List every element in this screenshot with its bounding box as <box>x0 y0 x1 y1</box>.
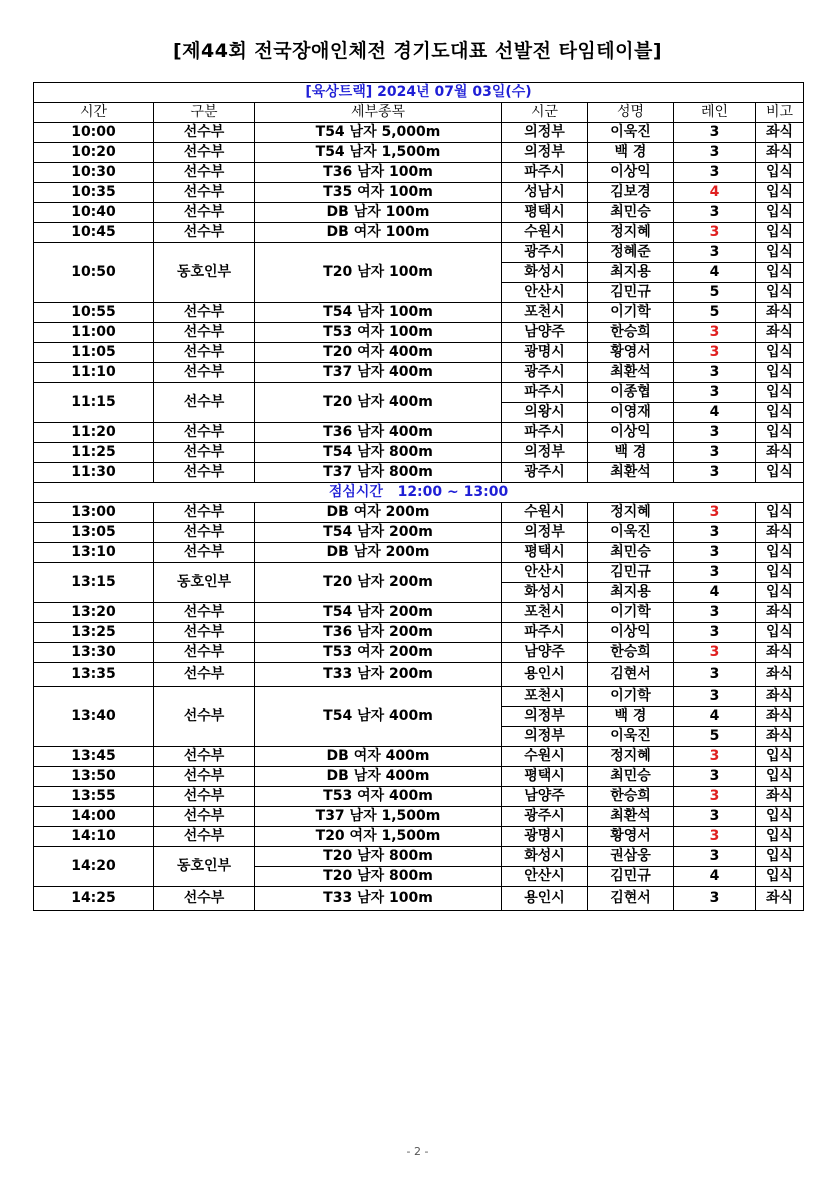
city-cell: 남양주 <box>502 787 588 807</box>
table-row <box>34 343 804 363</box>
note-cell: 입식 <box>756 463 804 483</box>
note-cell: 입식 <box>756 163 804 183</box>
lane-cell: 3 <box>674 323 756 343</box>
header-note: 비고 <box>756 103 804 123</box>
event-cell: T54 남자 800m <box>255 443 502 463</box>
time-cell: 10:50 <box>34 243 154 303</box>
name-cell: 이영재 <box>588 403 674 423</box>
city-cell: 광명시 <box>502 827 588 847</box>
city-cell: 용인시 <box>502 887 588 911</box>
division-cell: 선수부 <box>154 323 255 343</box>
division-cell: 선수부 <box>154 643 255 663</box>
note-cell: 좌식 <box>756 687 804 707</box>
name-cell: 백 경 <box>588 707 674 727</box>
time-cell: 11:20 <box>34 423 154 443</box>
event-cell: DB 여자 100m <box>255 223 502 243</box>
note-cell: 좌식 <box>756 143 804 163</box>
lane-cell: 4 <box>674 183 756 203</box>
note-cell: 입식 <box>756 403 804 423</box>
name-cell: 한승희 <box>588 643 674 663</box>
table-row <box>34 887 804 911</box>
event-cell: T54 남자 100m <box>255 303 502 323</box>
date-banner-row <box>34 83 804 103</box>
name-cell: 백 경 <box>588 443 674 463</box>
lane-cell: 5 <box>674 303 756 323</box>
name-cell: 김민규 <box>588 563 674 583</box>
event-cell: T20 남자 200m <box>255 563 502 603</box>
note-cell: 입식 <box>756 583 804 603</box>
division-cell: 선수부 <box>154 443 255 463</box>
event-cell: T33 남자 100m <box>255 887 502 911</box>
city-cell: 의정부 <box>502 143 588 163</box>
lane-cell: 3 <box>674 343 756 363</box>
note-cell: 입식 <box>756 183 804 203</box>
division-cell: 선수부 <box>154 687 255 747</box>
time-cell: 14:10 <box>34 827 154 847</box>
time-cell: 13:30 <box>34 643 154 663</box>
division-cell: 선수부 <box>154 787 255 807</box>
time-cell: 10:55 <box>34 303 154 323</box>
event-cell: T53 여자 400m <box>255 787 502 807</box>
note-cell: 좌식 <box>756 303 804 323</box>
lane-cell: 4 <box>674 263 756 283</box>
time-cell: 13:35 <box>34 663 154 687</box>
lane-cell: 3 <box>674 503 756 523</box>
name-cell: 이상익 <box>588 163 674 183</box>
table-row <box>34 323 804 343</box>
time-cell: 13:10 <box>34 543 154 563</box>
city-cell: 평택시 <box>502 767 588 787</box>
city-cell: 남양주 <box>502 323 588 343</box>
note-cell: 입식 <box>756 807 804 827</box>
city-cell: 안산시 <box>502 283 588 303</box>
time-cell: 10:20 <box>34 143 154 163</box>
lane-cell: 3 <box>674 563 756 583</box>
city-cell: 의정부 <box>502 707 588 727</box>
event-cell: T54 남자 5,000m <box>255 123 502 143</box>
lane-cell: 3 <box>674 543 756 563</box>
lane-cell: 3 <box>674 383 756 403</box>
lane-cell: 3 <box>674 623 756 643</box>
event-cell: T36 남자 400m <box>255 423 502 443</box>
event-cell: T54 남자 1,500m <box>255 143 502 163</box>
table-row <box>34 827 804 847</box>
lane-cell: 3 <box>674 787 756 807</box>
name-cell: 백 경 <box>588 143 674 163</box>
city-cell: 안산시 <box>502 867 588 887</box>
time-cell: 10:40 <box>34 203 154 223</box>
division-cell: 선수부 <box>154 123 255 143</box>
division-cell: 동호인부 <box>154 847 255 887</box>
note-cell: 입식 <box>756 283 804 303</box>
time-cell: 14:20 <box>34 847 154 887</box>
name-cell: 최지용 <box>588 583 674 603</box>
table-row <box>34 223 804 243</box>
division-cell: 선수부 <box>154 623 255 643</box>
city-cell: 포천시 <box>502 603 588 623</box>
division-cell: 선수부 <box>154 223 255 243</box>
note-cell: 입식 <box>756 563 804 583</box>
lane-cell: 3 <box>674 163 756 183</box>
lane-cell: 3 <box>674 463 756 483</box>
name-cell: 김민규 <box>588 283 674 303</box>
lane-cell: 4 <box>674 403 756 423</box>
document-title: [제44회 전국장애인체전 경기도대표 선발전 타임테이블] <box>172 40 663 62</box>
division-cell: 선수부 <box>154 807 255 827</box>
lane-cell: 3 <box>674 223 756 243</box>
division-cell: 선수부 <box>154 663 255 687</box>
table-row <box>34 303 804 323</box>
note-cell: 입식 <box>756 847 804 867</box>
city-cell: 평택시 <box>502 203 588 223</box>
time-cell: 10:45 <box>34 223 154 243</box>
city-cell: 광주시 <box>502 807 588 827</box>
event-cell: T20 남자 400m <box>255 383 502 423</box>
name-cell: 이욱진 <box>588 123 674 143</box>
name-cell: 최환석 <box>588 363 674 383</box>
name-cell: 권삼웅 <box>588 847 674 867</box>
name-cell: 정지혜 <box>588 223 674 243</box>
note-cell: 입식 <box>756 423 804 443</box>
lane-cell: 3 <box>674 687 756 707</box>
city-cell: 의왕시 <box>502 403 588 423</box>
city-cell: 포천시 <box>502 687 588 707</box>
name-cell: 최민승 <box>588 203 674 223</box>
table-row <box>34 363 804 383</box>
header-name: 성명 <box>588 103 674 123</box>
time-cell: 11:30 <box>34 463 154 483</box>
header-lane: 레인 <box>674 103 756 123</box>
time-cell: 10:00 <box>34 123 154 143</box>
time-cell: 14:00 <box>34 807 154 827</box>
note-cell: 입식 <box>756 343 804 363</box>
time-cell: 14:25 <box>34 887 154 911</box>
table-row <box>34 243 804 263</box>
lane-cell: 3 <box>674 203 756 223</box>
note-cell: 좌식 <box>756 443 804 463</box>
city-cell: 의정부 <box>502 727 588 747</box>
division-cell: 선수부 <box>154 503 255 523</box>
event-cell: T37 남자 1,500m <box>255 807 502 827</box>
lane-cell: 3 <box>674 363 756 383</box>
name-cell: 이상익 <box>588 423 674 443</box>
time-cell: 13:55 <box>34 787 154 807</box>
time-cell: 13:20 <box>34 603 154 623</box>
city-cell: 안산시 <box>502 563 588 583</box>
table-row <box>34 463 804 483</box>
table-row <box>34 523 804 543</box>
city-cell: 광주시 <box>502 363 588 383</box>
division-cell: 동호인부 <box>154 563 255 603</box>
lane-cell: 3 <box>674 423 756 443</box>
table-row <box>34 747 804 767</box>
name-cell: 이욱진 <box>588 523 674 543</box>
event-cell: T20 여자 1,500m <box>255 827 502 847</box>
table-row <box>34 543 804 563</box>
note-cell: 좌식 <box>756 707 804 727</box>
division-cell: 선수부 <box>154 767 255 787</box>
division-cell: 선수부 <box>154 747 255 767</box>
header-division: 구분 <box>154 103 255 123</box>
event-cell: T54 남자 200m <box>255 603 502 623</box>
note-cell: 입식 <box>756 503 804 523</box>
event-cell: DB 남자 200m <box>255 543 502 563</box>
table-row <box>34 603 804 623</box>
time-cell: 13:40 <box>34 687 154 747</box>
name-cell: 김현서 <box>588 663 674 687</box>
time-cell: 13:05 <box>34 523 154 543</box>
lane-cell: 4 <box>674 867 756 887</box>
city-cell: 의정부 <box>502 443 588 463</box>
name-cell: 정지혜 <box>588 503 674 523</box>
name-cell: 이기학 <box>588 603 674 623</box>
lane-cell: 3 <box>674 443 756 463</box>
note-cell: 입식 <box>756 623 804 643</box>
time-cell: 13:25 <box>34 623 154 643</box>
name-cell: 이상익 <box>588 623 674 643</box>
time-cell: 11:00 <box>34 323 154 343</box>
lane-cell: 3 <box>674 663 756 687</box>
note-cell: 입식 <box>756 767 804 787</box>
event-cell: T53 여자 200m <box>255 643 502 663</box>
event-cell: T20 여자 400m <box>255 343 502 363</box>
name-cell: 이종협 <box>588 383 674 403</box>
table-row <box>34 203 804 223</box>
name-cell: 김보경 <box>588 183 674 203</box>
city-cell: 평택시 <box>502 543 588 563</box>
note-cell: 입식 <box>756 543 804 563</box>
table-row <box>34 383 804 403</box>
name-cell: 최환석 <box>588 807 674 827</box>
header-event: 세부종목 <box>255 103 502 123</box>
city-cell: 수원시 <box>502 503 588 523</box>
timetable <box>33 82 804 911</box>
name-cell: 이기학 <box>588 687 674 707</box>
city-cell: 수원시 <box>502 747 588 767</box>
name-cell: 최민승 <box>588 767 674 787</box>
event-cell: T20 남자 800m <box>255 867 502 887</box>
lane-cell: 3 <box>674 643 756 663</box>
event-cell: T36 남자 100m <box>255 163 502 183</box>
note-cell: 좌식 <box>756 323 804 343</box>
note-cell: 좌식 <box>756 523 804 543</box>
note-cell: 입식 <box>756 867 804 887</box>
division-cell: 선수부 <box>154 183 255 203</box>
division-cell: 선수부 <box>154 383 255 423</box>
name-cell: 황영서 <box>588 827 674 847</box>
event-cell: T54 남자 400m <box>255 687 502 747</box>
city-cell: 화성시 <box>502 847 588 867</box>
table-row <box>34 183 804 203</box>
time-cell: 13:45 <box>34 747 154 767</box>
city-cell: 의정부 <box>502 123 588 143</box>
name-cell: 황영서 <box>588 343 674 363</box>
lane-cell: 3 <box>674 767 756 787</box>
lunch-break-row <box>34 483 804 503</box>
name-cell: 김현서 <box>588 887 674 911</box>
event-cell: DB 여자 400m <box>255 747 502 767</box>
table-row <box>34 123 804 143</box>
note-cell: 입식 <box>756 263 804 283</box>
city-cell: 용인시 <box>502 663 588 687</box>
lane-cell: 3 <box>674 887 756 911</box>
header-row <box>34 103 804 123</box>
lunch-break-label: 점심시간 12:00 ~ 13:00 <box>34 483 804 503</box>
division-cell: 선수부 <box>154 523 255 543</box>
city-cell: 포천시 <box>502 303 588 323</box>
city-cell: 성남시 <box>502 183 588 203</box>
name-cell: 정지혜 <box>588 747 674 767</box>
division-cell: 선수부 <box>154 423 255 443</box>
city-cell: 의정부 <box>502 523 588 543</box>
name-cell: 정혜준 <box>588 243 674 263</box>
note-cell: 좌식 <box>756 663 804 687</box>
division-cell: 선수부 <box>154 143 255 163</box>
note-cell: 좌식 <box>756 787 804 807</box>
note-cell: 좌식 <box>756 643 804 663</box>
city-cell: 수원시 <box>502 223 588 243</box>
lane-cell: 5 <box>674 283 756 303</box>
name-cell: 최지용 <box>588 263 674 283</box>
division-cell: 선수부 <box>154 163 255 183</box>
note-cell: 입식 <box>756 747 804 767</box>
note-cell: 좌식 <box>756 603 804 623</box>
table-row <box>34 423 804 443</box>
lane-cell: 3 <box>674 807 756 827</box>
page-number: - 2 - <box>406 1145 429 1158</box>
table-row <box>34 767 804 787</box>
name-cell: 이욱진 <box>588 727 674 747</box>
division-cell: 선수부 <box>154 463 255 483</box>
city-cell: 광명시 <box>502 343 588 363</box>
division-cell: 선수부 <box>154 543 255 563</box>
event-cell: T37 남자 800m <box>255 463 502 483</box>
table-row <box>34 143 804 163</box>
table-row <box>34 623 804 643</box>
division-cell: 선수부 <box>154 303 255 323</box>
name-cell: 최민승 <box>588 543 674 563</box>
lane-cell: 3 <box>674 123 756 143</box>
lane-cell: 5 <box>674 727 756 747</box>
event-cell: DB 남자 100m <box>255 203 502 223</box>
time-cell: 11:05 <box>34 343 154 363</box>
time-cell: 13:15 <box>34 563 154 603</box>
note-cell: 입식 <box>756 223 804 243</box>
city-cell: 파주시 <box>502 163 588 183</box>
note-cell: 입식 <box>756 383 804 403</box>
table-row <box>34 807 804 827</box>
event-cell: T37 남자 400m <box>255 363 502 383</box>
time-cell: 13:00 <box>34 503 154 523</box>
table-row <box>34 847 804 867</box>
note-cell: 입식 <box>756 203 804 223</box>
name-cell: 이기학 <box>588 303 674 323</box>
event-cell: T53 여자 100m <box>255 323 502 343</box>
lane-cell: 3 <box>674 603 756 623</box>
name-cell: 한승희 <box>588 323 674 343</box>
event-cell: T36 남자 200m <box>255 623 502 643</box>
date-banner: [육상트랙] 2024년 07월 03일(수) <box>34 83 804 103</box>
division-cell: 선수부 <box>154 827 255 847</box>
lane-cell: 4 <box>674 707 756 727</box>
event-cell: T20 남자 100m <box>255 243 502 303</box>
time-cell: 10:35 <box>34 183 154 203</box>
name-cell: 한승희 <box>588 787 674 807</box>
table-row <box>34 443 804 463</box>
event-cell: DB 여자 200m <box>255 503 502 523</box>
lane-cell: 3 <box>674 847 756 867</box>
event-cell: T20 남자 800m <box>255 847 502 867</box>
event-cell: T35 여자 100m <box>255 183 502 203</box>
note-cell: 좌식 <box>756 123 804 143</box>
time-cell: 13:50 <box>34 767 154 787</box>
note-cell: 좌식 <box>756 727 804 747</box>
name-cell: 최환석 <box>588 463 674 483</box>
note-cell: 입식 <box>756 827 804 847</box>
city-cell: 파주시 <box>502 623 588 643</box>
table-row <box>34 503 804 523</box>
division-cell: 선수부 <box>154 887 255 911</box>
division-cell: 선수부 <box>154 343 255 363</box>
lane-cell: 3 <box>674 747 756 767</box>
note-cell: 좌식 <box>756 887 804 911</box>
time-cell: 10:30 <box>34 163 154 183</box>
division-cell: 선수부 <box>154 603 255 623</box>
name-cell: 김민규 <box>588 867 674 887</box>
event-cell: T54 남자 200m <box>255 523 502 543</box>
table-row <box>34 163 804 183</box>
time-cell: 11:25 <box>34 443 154 463</box>
table-row <box>34 787 804 807</box>
division-cell: 선수부 <box>154 203 255 223</box>
event-cell: T33 남자 200m <box>255 663 502 687</box>
note-cell: 입식 <box>756 243 804 263</box>
city-cell: 파주시 <box>502 423 588 443</box>
table-row <box>34 687 804 707</box>
header-city: 시군 <box>502 103 588 123</box>
city-cell: 남양주 <box>502 643 588 663</box>
lane-cell: 3 <box>674 827 756 847</box>
city-cell: 광주시 <box>502 243 588 263</box>
table-row <box>34 643 804 663</box>
city-cell: 파주시 <box>502 383 588 403</box>
table-row <box>34 663 804 687</box>
division-cell: 동호인부 <box>154 243 255 303</box>
city-cell: 화성시 <box>502 263 588 283</box>
header-time: 시간 <box>34 103 154 123</box>
city-cell: 광주시 <box>502 463 588 483</box>
lane-cell: 3 <box>674 243 756 263</box>
division-cell: 선수부 <box>154 363 255 383</box>
time-cell: 11:10 <box>34 363 154 383</box>
lane-cell: 3 <box>674 143 756 163</box>
lane-cell: 3 <box>674 523 756 543</box>
table-row <box>34 563 804 583</box>
city-cell: 화성시 <box>502 583 588 603</box>
note-cell: 입식 <box>756 363 804 383</box>
lane-cell: 4 <box>674 583 756 603</box>
time-cell: 11:15 <box>34 383 154 423</box>
event-cell: DB 남자 400m <box>255 767 502 787</box>
